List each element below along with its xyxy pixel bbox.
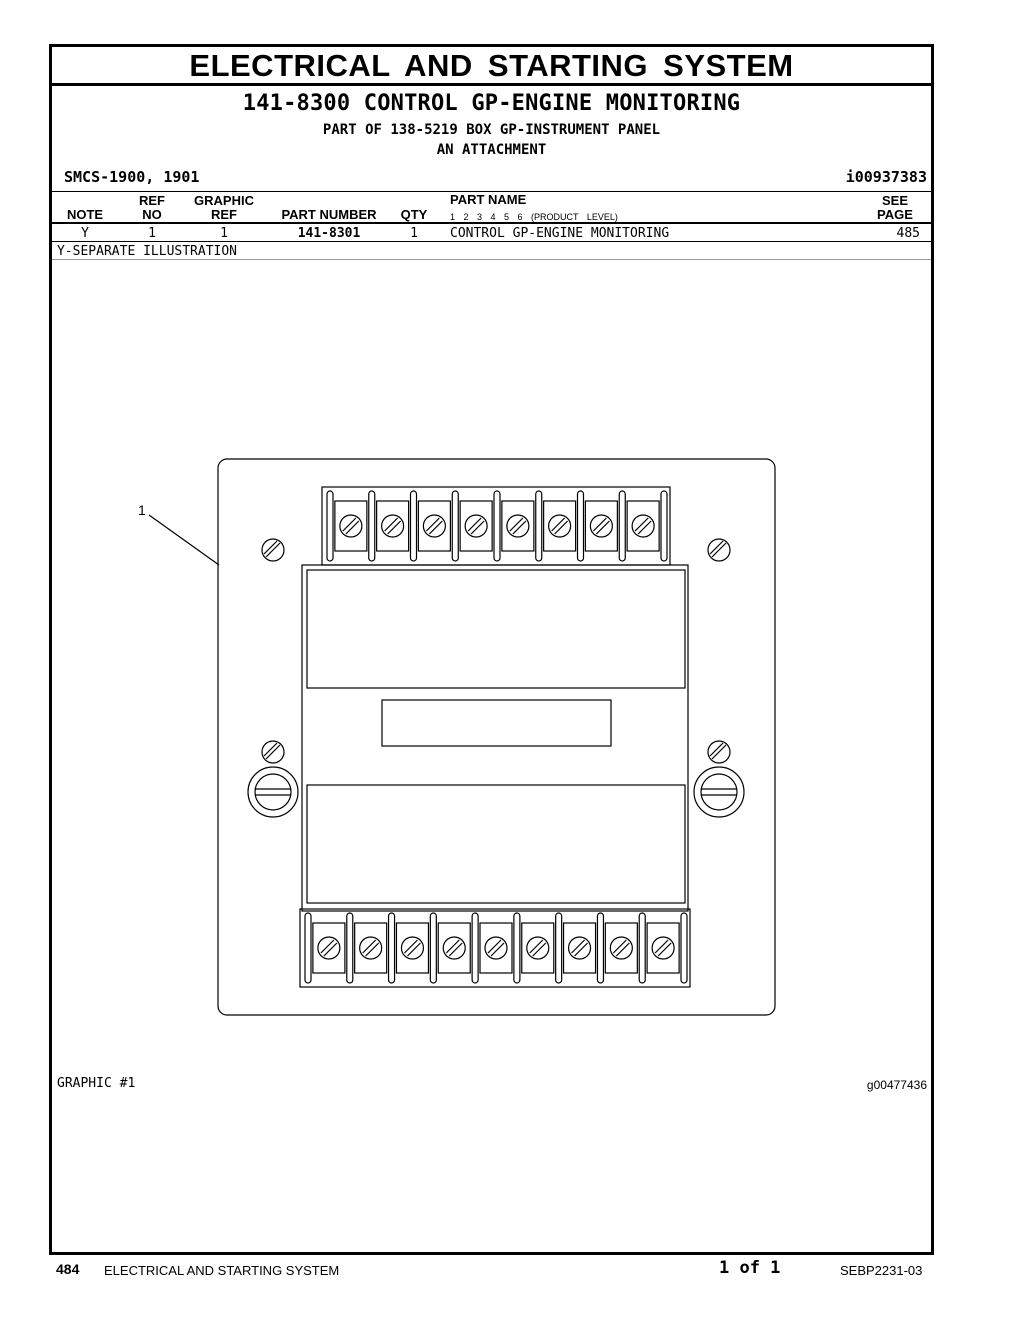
terminal-barrier xyxy=(556,913,562,983)
footer-page-number: 484 xyxy=(56,1261,80,1277)
header-see-page-bottom: PAGE xyxy=(877,207,913,222)
mounting-screw xyxy=(262,741,284,763)
mounting-screw xyxy=(708,741,730,763)
terminal-barrier xyxy=(472,913,478,983)
row-note: Y xyxy=(81,226,89,241)
terminal-screw xyxy=(502,501,534,551)
header-graphic-ref-bottom: REF xyxy=(211,207,237,222)
panel-fastener xyxy=(248,767,298,817)
footer-page-of: 1 of 1 xyxy=(719,1258,781,1278)
header-qty: QTY xyxy=(400,207,428,222)
terminal-barrier xyxy=(619,491,625,561)
callout-number: 1 xyxy=(138,502,146,518)
terminal-barrier xyxy=(681,913,687,983)
terminal-screw xyxy=(605,923,637,973)
terminal-screw xyxy=(564,923,596,973)
terminal-barrier xyxy=(452,491,458,561)
display-window xyxy=(382,700,611,746)
terminal-barrier xyxy=(578,491,584,561)
header-product-level: 1 2 3 4 5 6 (PRODUCT LEVEL) xyxy=(450,212,618,222)
bottom-terminal-block xyxy=(300,909,690,987)
panel-fastener xyxy=(694,767,744,817)
terminal-barrier xyxy=(597,913,603,983)
document-id: i00937383 xyxy=(845,168,927,186)
smcs-code: SMCS-1900, 1901 xyxy=(64,168,200,186)
terminal-barrier xyxy=(305,913,311,983)
terminal-screw xyxy=(480,923,512,973)
terminal-screw xyxy=(522,923,554,973)
monitoring-control-illustration xyxy=(52,47,931,1252)
terminal-barrier xyxy=(327,491,333,561)
row-part-number: 141-8301 xyxy=(297,226,361,241)
mounting-screw xyxy=(708,539,730,561)
terminal-screw xyxy=(355,923,387,973)
terminal-barrier xyxy=(639,913,645,983)
terminal-screw xyxy=(313,923,345,973)
row-see-page: 485 xyxy=(896,226,920,241)
row-part-name: CONTROL GP-ENGINE MONITORING xyxy=(450,226,670,241)
group-title: 141-8300 CONTROL GP-ENGINE MONITORING xyxy=(242,91,741,116)
terminal-barrier xyxy=(430,913,436,983)
footer-section: ELECTRICAL AND STARTING SYSTEM xyxy=(104,1263,340,1278)
terminal-barrier xyxy=(661,491,667,561)
header-part-number: PART NUMBER xyxy=(281,207,377,222)
lower-panel xyxy=(307,785,685,903)
note-legend: Y-SEPARATE ILLUSTRATION xyxy=(57,244,238,259)
header-note: NOTE xyxy=(66,207,104,222)
terminal-barrier xyxy=(347,913,353,983)
terminal-screw xyxy=(438,923,470,973)
graphic-label: GRAPHIC #1 xyxy=(57,1076,136,1091)
terminal-screw xyxy=(418,501,450,551)
section-title: ELECTRICAL AND STARTING SYSTEM xyxy=(52,47,931,86)
terminal-barrier xyxy=(389,913,395,983)
header-ref-no-bottom: NO xyxy=(142,207,162,222)
terminal-screw xyxy=(460,501,492,551)
terminal-barrier xyxy=(369,491,375,561)
header-see-page-top: SEE xyxy=(881,193,908,208)
terminal-barrier xyxy=(536,491,542,561)
row-qty: 1 xyxy=(410,226,418,241)
terminal-screw xyxy=(585,501,617,551)
row-ref-no: 1 xyxy=(148,226,156,241)
terminal-screw xyxy=(396,923,428,973)
terminal-screw xyxy=(647,923,679,973)
terminal-screw xyxy=(544,501,576,551)
graphic-id: g00477436 xyxy=(866,1078,927,1092)
terminal-barrier xyxy=(411,491,417,561)
upper-panel xyxy=(307,570,685,688)
terminal-screw xyxy=(335,501,367,551)
header-graphic-ref-top: GRAPHIC xyxy=(194,193,254,208)
mounting-screw xyxy=(262,539,284,561)
callout-leader xyxy=(149,515,219,565)
terminal-screw xyxy=(627,501,659,551)
page-frame xyxy=(49,44,934,1255)
terminal-barrier xyxy=(494,491,500,561)
subtitle-part-of: PART OF 138-5219 BOX GP-INSTRUMENT PANEL xyxy=(322,122,661,138)
terminal-barrier xyxy=(514,913,520,983)
footer-doc-code: SEBP2231-03 xyxy=(840,1263,923,1278)
header-ref-no-top: REF xyxy=(139,193,165,208)
row-graphic-ref: 1 xyxy=(220,226,228,241)
terminal-screw xyxy=(377,501,409,551)
subtitle-attachment: AN ATTACHMENT xyxy=(436,142,547,158)
header-part-name: PART NAME xyxy=(450,192,527,207)
control-body xyxy=(302,565,688,911)
